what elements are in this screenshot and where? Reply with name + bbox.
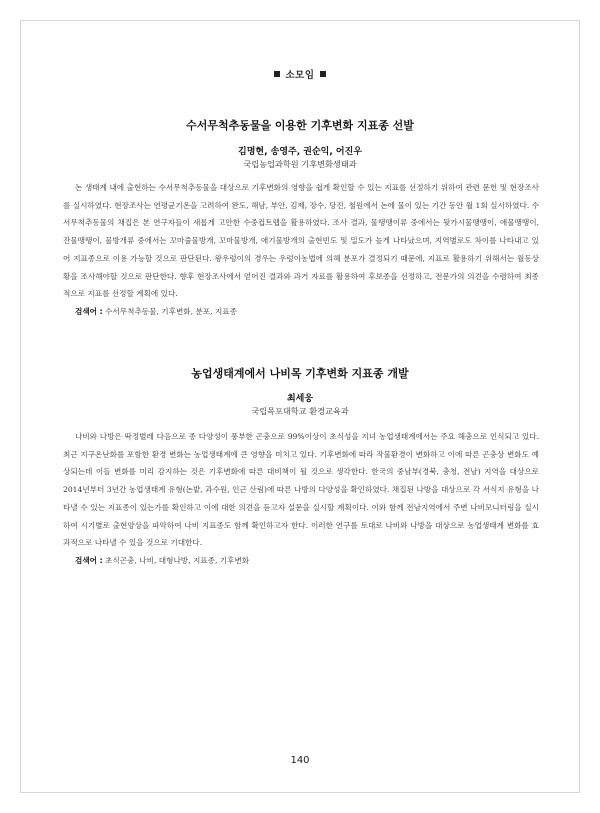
keywords-text: 초식곤충, 나비, 대형나방, 지표종, 기후변화 (102, 555, 250, 565)
keywords-label: 검색어 : (75, 306, 103, 316)
article-keywords (63, 552, 539, 570)
article-abstract: 나비와 나방은 딱정벌레 다음으로 종 다양성이 풍부한 곤충으로 99%이상이 초식성을 지녀 농업생태계에서는 주요 해충으로 인식되고 있다. 최근 지구온난화를 포함한 환경 변화는 농업생태계에 큰 영향을 미치고 있다. 기후변화에 따라 작물환경이 변화하고 이에 따른 곤충상 변화도 예상되는데 이들 변화를 미리 감지하는 것은 기후변화에 따른 대비책이 될 것으로 생각한다. 한국의 중남부(경북, 충청, 전남) 지역을 대상으로 2014년부터 3년간 농업생태계 유형(논밭, 과수원, 인근 산림)에 따른 나방의 다양성을 확인하였다. 채집된 나방을 대상으로 각 서식지 유형을 나타낼 수 있는 지표종이 있는가를 확인하고 이에 대한 의견을 듣고자 설문을 실시할 계획이다. 이와 함께 전남지역에서 주변 나비모니터링을 실시하여 시기별로 출현양상을 파악하여 나비 지표종도 함께 확인하고자 한다. 이러한 연구를 토대로 나비와 나방을 대상으로 농업생태계 변화를 효과적으로 나타낼 수 있을 것으로 기대한다. (63, 432, 539, 548)
article-body (63, 428, 539, 570)
section-label: 소모임 (0, 67, 600, 81)
article-authors: 김명현, 송영주, 권순익, 어진우 (238, 147, 362, 157)
article-keywords (63, 303, 539, 321)
square-bullet-icon (274, 71, 280, 77)
keywords-text: 수서무척추동물, 기후변화, 분포, 지표종 (102, 306, 237, 316)
article-title: 수서무척추동물을 이용한 기후변화 지표종 선발 (186, 119, 414, 132)
article-authors: 최세웅 (286, 394, 314, 404)
page-number: 140 (290, 755, 310, 766)
keywords-label: 검색어 : (75, 555, 103, 565)
article-title: 농업생태계에서 나비목 기후변화 지표종 개발 (191, 367, 409, 380)
article-affiliation: 국립농업과학원 기후변화생태과 (243, 159, 357, 169)
article-body (63, 179, 539, 321)
square-bullet-icon (320, 71, 326, 77)
article-abstract: 논 생태계 내에 출현하는 수서무척추동물을 대상으로 기후변화의 영향을 쉽게 확인할 수 있는 지표를 선정하기 위하여 관련 문헌 및 현장조사를 실시하였다. 현장조사는 연평균기온을 고려하여 완도, 해남, 부안, 김제, 장수, 당진, 철원에서 논에 물이 있는 기간 동안 월 1회 실시하였다. 수서무척추동물의 채집은 본 연구자들이 새롭게 고안한 수중컵트랩을 활용하였다. 조사 결과, 물땡땡이류 중에서는 뒷가시물땡땡이, 애물땡땡이, 잔물땡땡이, 물방개류 중에서는 꼬마줄물방개, 꼬마물방개, 애기물방개의 출현빈도 및 밀도가 높게 나타났으며, 지역별로도 차이를 나타내고 있어 지표종으로 이용 가능할 것으로 판단된다. 왕우렁이의 경우는 우렁이농법에 의해 분포가 결정되기 때문에, 지표로 활용하기 위해서는 월동상황을 조사해야할 것으로 판단한다. 향후 현장조사에서 얻어진 결과와 과거 자료를 활용하여 후보종을 선정하고, 전문가의 의견을 수렴하여 최종적으로 지표를 선정할 계획에 있다. (63, 183, 539, 299)
article-affiliation: 국립목포대학교 환경교육과 (251, 406, 349, 416)
